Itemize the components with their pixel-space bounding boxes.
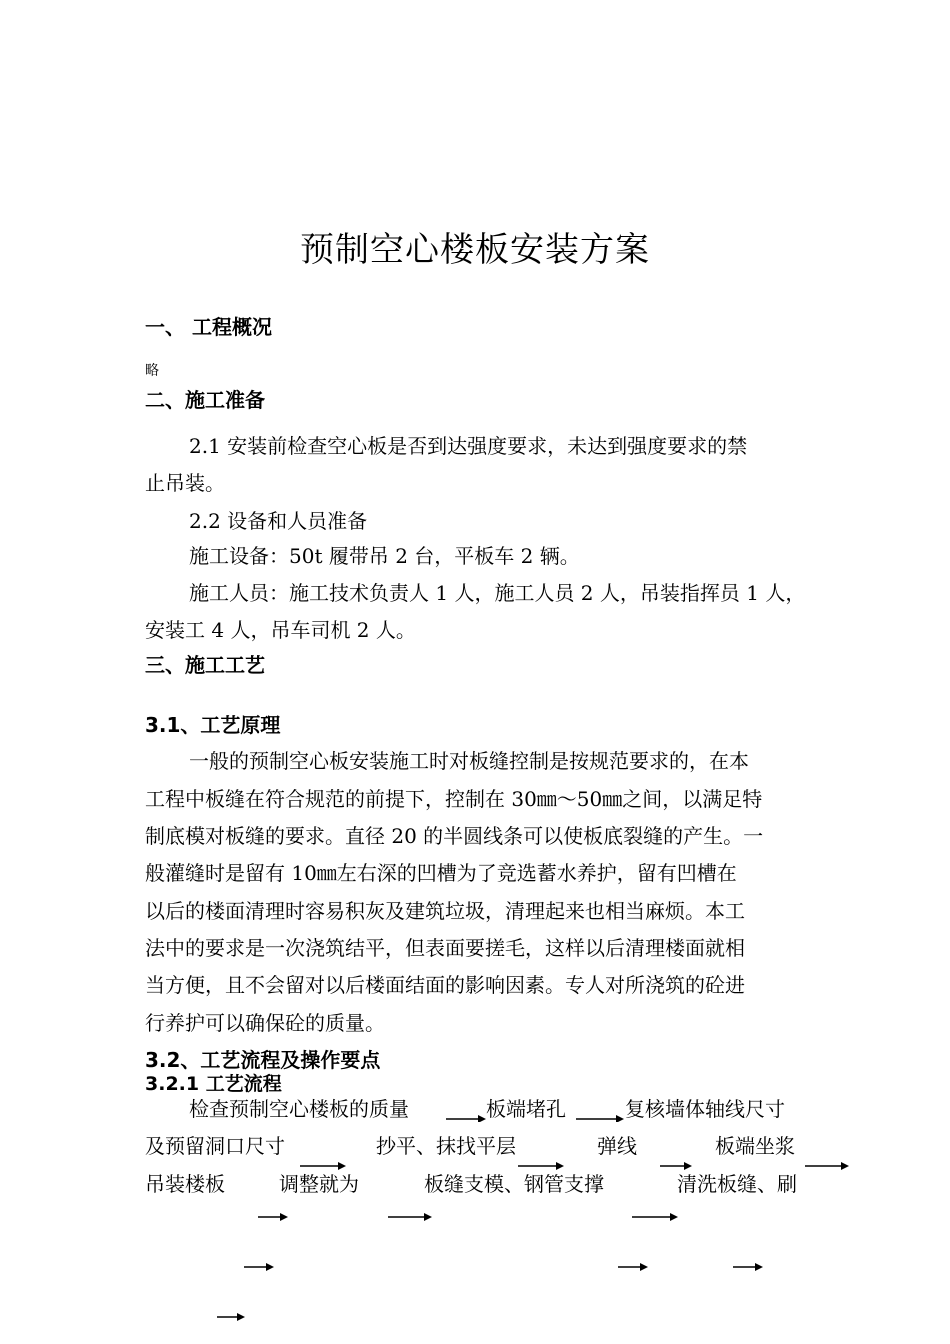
flow-step: 板缝支模、钢管支撑 [424, 1172, 604, 1196]
flow-step: 检查预制空心楼板的质量 [189, 1097, 409, 1121]
flow-arrow-icon [446, 1110, 486, 1122]
paragraph-staff-line-1: 施工人员：施工技术负责人 1 人，施工人员 2 人，吊装指挥员 1 人， [189, 581, 806, 605]
section-3-heading: 三、施工工艺 [145, 653, 265, 677]
paragraph-equipment: 施工设备：50t 履带吊 2 台，平板车 2 辆。 [189, 544, 580, 568]
section-3-2-1-heading: 3.2.1 工艺流程 [145, 1073, 282, 1095]
principle-line: 以后的楼面清理时容易积灰及建筑垃圾，清理起来也相当麻烦。本工 [145, 899, 745, 923]
flow-step: 复核墙体轴线尺寸 [625, 1097, 785, 1121]
section-3-2-heading: 3.2、工艺流程及操作要点 [145, 1048, 381, 1072]
section-3-1-heading: 3.1、工艺原理 [145, 713, 281, 737]
section-1-note: 略 [145, 363, 159, 379]
flow-arrow-icon [632, 1211, 678, 1223]
flow-step: 吊装楼板 [145, 1172, 225, 1196]
flow-step: 清洗板缝、刷 [677, 1172, 797, 1196]
flow-step: 板端坐浆 [715, 1134, 795, 1158]
principle-line: 工程中板缝在符合规范的前提下，控制在 30㎜～50㎜之间，以满足特 [145, 787, 763, 811]
principle-line: 制底模对板缝的要求。直径 20 的半圆线条可以使板底裂缝的产生。一 [145, 824, 764, 848]
section-2-heading: 二、施工准备 [145, 388, 265, 412]
principle-line: 行养护可以确保砼的质量。 [145, 1011, 385, 1035]
section-1-heading: 一、 工程概况 [145, 315, 272, 339]
flow-arrow-icon [217, 1311, 245, 1323]
paragraph-2-2: 2.2 设备和人员准备 [189, 509, 368, 533]
flow-arrow-icon [733, 1261, 763, 1273]
flow-arrow-icon [244, 1261, 274, 1273]
principle-line: 般灌缝时是留有 10㎜左右深的凹槽为了竞选蓄水养护，留有凹槽在 [145, 861, 737, 885]
flow-arrow-icon [618, 1261, 648, 1273]
flow-step: 调整就为 [279, 1172, 359, 1196]
flow-arrow-icon [660, 1160, 692, 1172]
flow-step: 及预留洞口尺寸 [145, 1134, 285, 1158]
flow-arrow-icon [518, 1160, 564, 1172]
paragraph-staff-line-2: 安装工 4 人，吊车司机 2 人。 [145, 618, 416, 642]
principle-line: 法中的要求是一次浇筑结平，但表面要搓毛，这样以后清理楼面就相 [145, 936, 745, 960]
flow-arrow-icon [805, 1160, 849, 1172]
principle-line: 一般的预制空心板安装施工时对板缝控制是按规范要求的，在本 [189, 749, 749, 773]
paragraph-2-1-line-2: 止吊装。 [145, 471, 225, 495]
flow-arrow-icon [258, 1211, 288, 1223]
flow-step: 板端堵孔 [486, 1097, 566, 1121]
flow-arrow-icon [388, 1211, 432, 1223]
flow-arrow-icon [576, 1110, 624, 1122]
flow-step: 抄平、抹找平层 [376, 1134, 516, 1158]
document-title: 预制空心楼板安装方案 [300, 230, 650, 270]
paragraph-2-1-line-1: 2.1 安装前检查空心板是否到达强度要求，未达到强度要求的禁 [189, 434, 748, 458]
principle-line: 当方便，且不会留对以后楼面结面的影响因素。专人对所浇筑的砼进 [145, 973, 745, 997]
flow-step: 弹线 [597, 1134, 637, 1158]
flow-arrow-icon [300, 1160, 346, 1172]
